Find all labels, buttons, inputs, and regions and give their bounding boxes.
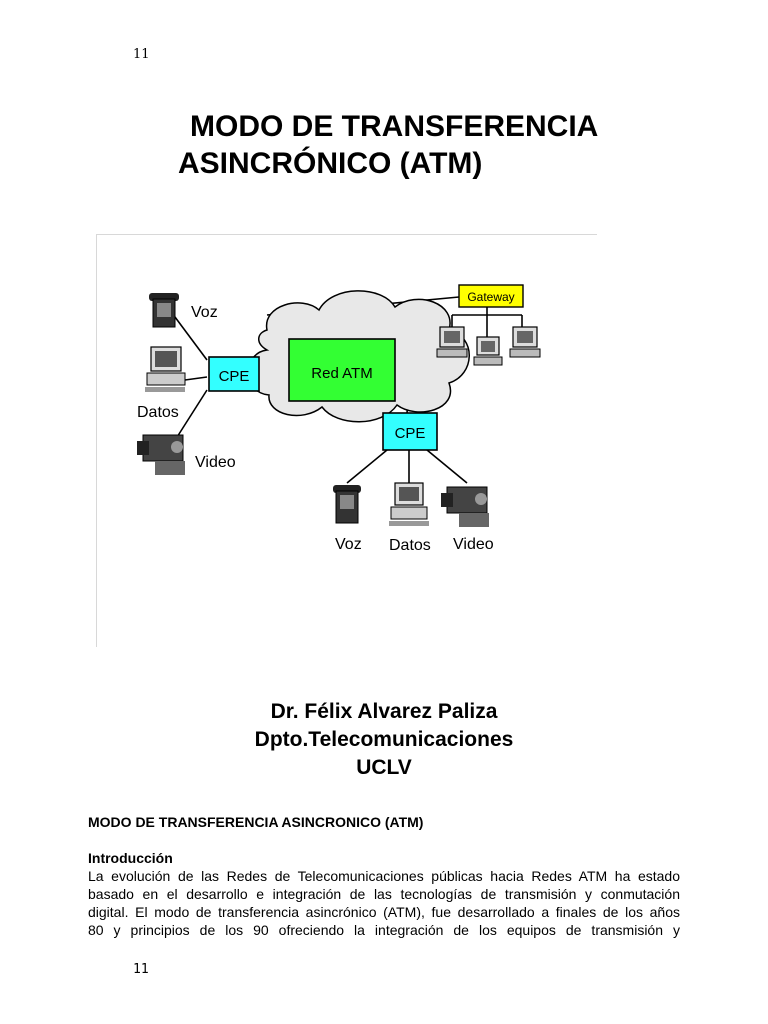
intro-paragraph xyxy=(88,867,680,939)
video-camera-icon xyxy=(137,435,185,475)
left-datos-label: Datos xyxy=(137,404,179,421)
document-title-line1: MODO DE TRANSFERENCIA xyxy=(190,110,599,143)
gateway-label: Gateway xyxy=(467,290,515,304)
telephone-icon xyxy=(333,485,361,523)
cpe-right-label: CPE xyxy=(394,425,426,442)
author-department: Dpto.Telecomunicaciones xyxy=(254,728,514,751)
page-number-top: 11 xyxy=(133,47,150,62)
document-title-line2: ASINCRÓNICO (ATM) xyxy=(178,147,483,180)
red-atm-label: Red ATM xyxy=(311,365,373,382)
cpe-left-label: CPE xyxy=(218,368,250,385)
gateway-computer-icon xyxy=(474,337,502,365)
intro-line: digital. El modo de transferencia asincrónico (ATM), fue desarrollado a finales de los años xyxy=(88,904,680,920)
intro-line: La evolución de las Redes de Telecomunicaciones públicas hacia Redes ATM ha estado xyxy=(88,868,680,884)
intro-line: 80 y principios de los 90 ofreciendo la integración de los equipos de transmisión y xyxy=(88,922,680,938)
section-heading: MODO DE TRANSFERENCIA ASINCRONICO (ATM) xyxy=(88,814,424,830)
intro-heading: Introducción xyxy=(88,850,173,866)
left-video-label: Video xyxy=(195,454,236,471)
bottom-datos-label: Datos xyxy=(389,537,431,554)
gateway-computer-icon xyxy=(437,327,467,357)
intro-line: basado en el desarrollo e integración de las tecnologías de transmisión y conmutación xyxy=(88,886,680,902)
computer-icon xyxy=(389,483,429,526)
author-institution: UCLV xyxy=(356,756,412,779)
bottom-voz-label: Voz xyxy=(335,536,362,553)
telephone-icon xyxy=(149,293,179,327)
author-name: Dr. Félix Alvarez Paliza xyxy=(270,700,498,723)
video-camera-icon xyxy=(441,487,489,527)
page-number-bottom: 11 xyxy=(133,962,149,977)
left-voz-label: Voz xyxy=(191,304,218,321)
gateway-computer-icon xyxy=(510,327,540,357)
bottom-video-label: Video xyxy=(453,536,494,553)
atm-network-diagram xyxy=(96,234,597,647)
computer-icon xyxy=(145,347,185,392)
